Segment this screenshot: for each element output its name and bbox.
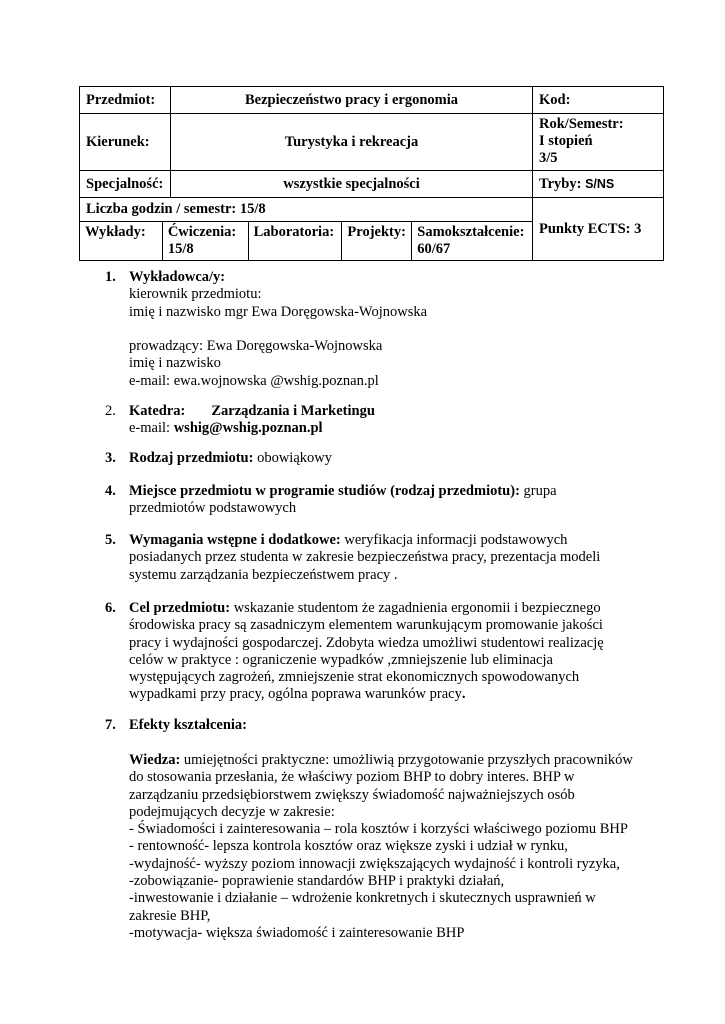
tryby-value: S/NS xyxy=(585,176,615,191)
text-line: wypadkami przy pracy, ogólna poprawa warunków pracy xyxy=(129,686,462,703)
section-body xyxy=(129,269,664,390)
kierunek-value: Turystyka i rekreacja xyxy=(171,114,533,170)
header-row-kierunek xyxy=(80,114,663,171)
katedra-value: Zarządzania i Marketingu xyxy=(211,403,375,419)
text-line: - rentowność- lepsza kontrola kosztów oraz większe zyski i udział w rynku, xyxy=(129,838,568,855)
text-line: zakresie BHP, xyxy=(129,907,211,924)
section-title: Cel przedmiotu: xyxy=(129,600,231,616)
tryby-label: Tryby: xyxy=(539,175,582,192)
section-number: 3. xyxy=(105,450,116,466)
text-line: pracy i wydajności gospodarczej. Zdobyta wiedza umożliwi studentowi realizację xyxy=(129,634,604,651)
projekty-label: Projekty: xyxy=(342,222,412,260)
text-line: podejmujących decyzje w zakresie: xyxy=(129,803,335,820)
section-body xyxy=(129,600,664,704)
przedmiot-value: Bezpieczeństwo pracy i ergonomia xyxy=(171,87,533,113)
text-line: imię i nazwisko mgr Ewa Doręgowska-Wojnowska xyxy=(129,303,428,320)
text-line: przedmiotów podstawowych xyxy=(129,500,297,517)
wiedza-label: Wiedza: xyxy=(129,752,181,768)
liczba-godzin: Liczba godzin / semestr: 15/8 xyxy=(80,198,532,222)
text-line: -zobowiązanie- poprawienie standardów BHP i praktyki działań, xyxy=(129,873,505,890)
text-line: prowadzący: Ewa Doręgowska-Wojnowska xyxy=(129,338,383,355)
section-title: Rodzaj przedmiotu: xyxy=(129,450,254,466)
samoksztalcenie-value: 60/67 xyxy=(417,241,451,257)
section-title: Miejsce przedmiotu w programie studiów (rodzaj przedmiotu): xyxy=(129,483,520,499)
section-body xyxy=(129,483,664,518)
text-line: -inwestowanie i działanie – wdrożenie konkretnych i skutecznych usprawnień w xyxy=(129,890,596,907)
tryby-cell xyxy=(533,171,663,197)
text-line: zarządzaniu przedsiębiorstwem zwiększy świadomość najważniejszych osób xyxy=(129,786,575,803)
section-number: 1. xyxy=(105,269,116,285)
text-line: kierownik przedmiotu: xyxy=(129,286,262,303)
rok-value-stopien: I stopień xyxy=(539,133,593,149)
section-body xyxy=(129,403,664,438)
section-body xyxy=(129,532,664,584)
samoksztalcenie-cell xyxy=(412,222,532,260)
text-line: -wydajność- wyższy poziom innowacji zwiększających wydajność i kontroli ryzyka, xyxy=(129,855,620,872)
wiedza-block xyxy=(129,752,649,942)
email-label: e-mail: xyxy=(129,420,174,437)
hours-breakdown xyxy=(80,222,532,260)
text-line: do stosowania przesłania, że właściwy poziom BHP to dobry interes. BHP w xyxy=(129,769,575,786)
text-line: - Świadomości i zainteresowania – rola kosztów i korzyści właściwego poziomu BHP xyxy=(129,821,628,838)
hours-block xyxy=(80,198,533,260)
rodzaj-value: obowiąkowy xyxy=(253,450,332,466)
text-line-end: . xyxy=(461,686,466,703)
przedmiot-label: Przedmiot: xyxy=(80,87,171,113)
text-line: posiadanych przez studenta w zakresie bezpieczeństwa pracy, prezentacja modeli xyxy=(129,549,601,566)
section-body xyxy=(129,717,664,734)
specjalnosc-value: wszystkie specjalności xyxy=(171,171,533,197)
wyklady-label: Wykłady: xyxy=(80,222,163,260)
text-line: imię i nazwisko xyxy=(129,355,221,372)
text-line: systemu zarządzania bezpieczeństwem pracy . xyxy=(129,566,398,583)
text-line: wskazanie studentom że zagadnienia ergonomii i bezpiecznego xyxy=(230,600,601,616)
section-title: Wymagania wstępne i dodatkowe: xyxy=(129,532,341,548)
section-title: Wykładowca/y: xyxy=(129,269,226,285)
specjalnosc-label: Specjalność: xyxy=(80,171,171,197)
section-number: 5. xyxy=(105,532,116,548)
rok-value-semestr: 3/5 xyxy=(539,150,558,166)
section-title: Katedra: xyxy=(129,403,186,419)
cwiczenia-label: Ćwiczenia: xyxy=(167,224,237,240)
section-number: 4. xyxy=(105,483,116,499)
text-line: środowiska pracy są zasadniczym elementem warunkującym promowanie jakości xyxy=(129,617,603,634)
rok-label: Rok/Semestr: xyxy=(539,116,624,132)
katedra-email: wshig@wshig.poznan.pl xyxy=(173,420,323,437)
text-line: e-mail: ewa.wojnowska @wshig.poznan.pl xyxy=(129,372,379,389)
section-number: 7. xyxy=(105,717,116,733)
text-line: występujących zagrożeń, zmniejszenie strat ekonomicznych spowodowanych xyxy=(129,669,580,686)
cwiczenia-cell xyxy=(163,222,249,260)
samoksztalcenie-label: Samokształcenie: xyxy=(417,224,525,240)
section-title: Efekty kształcenia: xyxy=(129,717,247,733)
header-row-specjalnosc xyxy=(80,171,663,198)
course-header-table xyxy=(79,86,664,261)
text-line: -motywacja- większa świadomość i zainteresowanie BHP xyxy=(129,924,465,941)
laboratoria-label: Laboratoria: xyxy=(249,222,343,260)
ects-points: Punkty ECTS: 3 xyxy=(539,220,642,237)
section-number: 6. xyxy=(105,600,116,616)
text-line: umiejętności praktyczne: umożliwią przygotowanie przyszłych pracowników xyxy=(180,752,633,768)
kierunek-label: Kierunek: xyxy=(80,114,171,170)
cwiczenia-value: 15/8 xyxy=(167,241,194,257)
rok-semestr-cell xyxy=(533,114,663,170)
header-row-przedmiot xyxy=(80,87,663,114)
text-line: weryfikacja informacji podstawowych xyxy=(340,532,568,548)
text-line: celów w praktyce : ograniczenie wypadków ,zmniejszenie lub eliminacja xyxy=(129,651,553,668)
section-body xyxy=(129,450,664,467)
text-line: grupa xyxy=(519,483,557,499)
section-number: 2. xyxy=(105,403,116,419)
header-row-hours xyxy=(80,198,663,260)
kod-label: Kod: xyxy=(539,91,571,108)
